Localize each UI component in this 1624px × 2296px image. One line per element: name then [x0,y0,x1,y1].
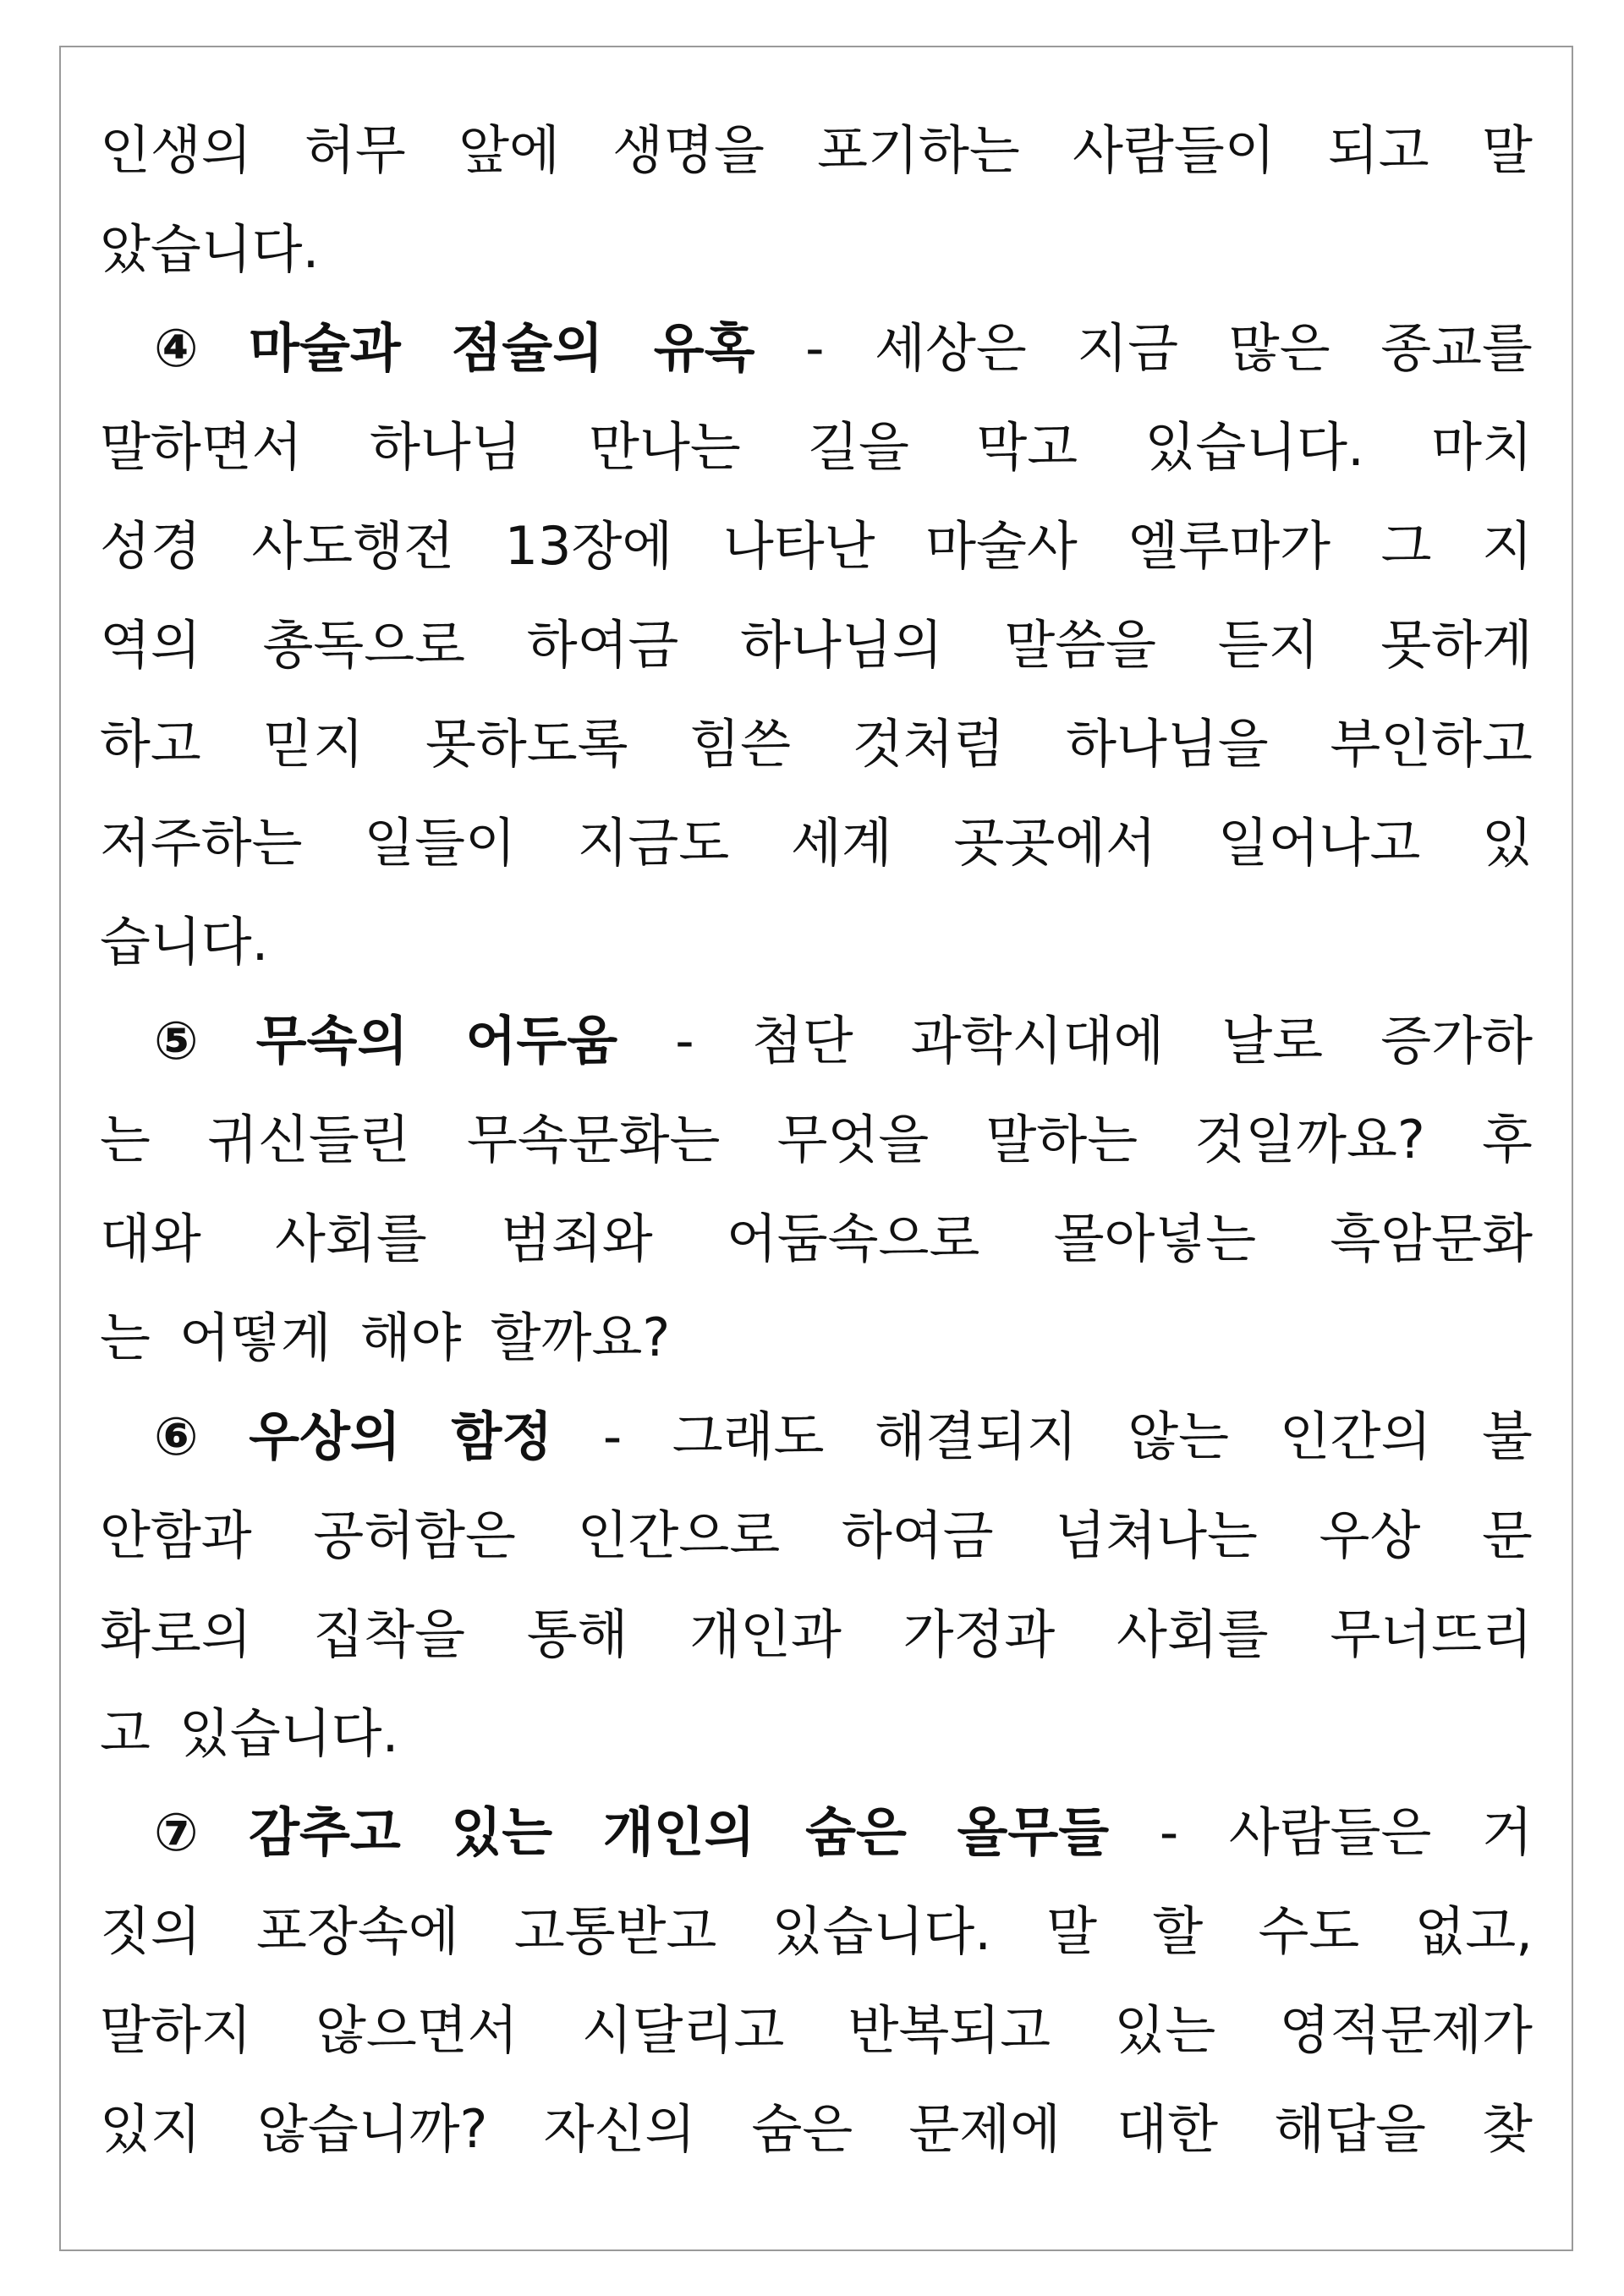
text-word: 길을 [808,416,909,478]
text-word: 문제에 [908,2098,1062,2160]
text-word: 거 [1481,1801,1533,1863]
text-word: 할까요? [490,1307,671,1368]
bold-heading-word: ④ [154,317,199,379]
text-word: 말씀을 [1004,614,1157,676]
text-word: 반복되고 [848,1999,1051,2061]
text-word: 듣지 [1217,614,1320,676]
text-word: 지 [1482,515,1533,577]
text-word: 집착을 [313,1603,466,1665]
text-word: 시달리고 [581,1999,785,2061]
text-word: 종교를 [1380,317,1533,379]
text-line [100,1661,1533,1764]
text-word: 고통받고 [513,1900,717,1962]
text-word: - [602,1406,623,1467]
bold-heading-word: 숨은 [805,1801,907,1863]
text-word: 과학시대에 [910,1010,1165,1071]
text-word: 곳곳에서 [953,812,1157,874]
text-word: 날로 [1221,1010,1324,1071]
text-word: 수도 [1258,1900,1360,1962]
text-word: 총독으로 [262,614,466,676]
text-word: 있지 [100,2098,201,2160]
text-word: 허무 [304,119,406,181]
text-word: 몰아넣는 [1053,1208,1257,1269]
text-line [100,1958,1533,2061]
text-word: 사람들이 [1073,119,1276,181]
text-line [100,2057,1533,2160]
text-word: 그 [1380,515,1432,577]
text-word: 마술사 [925,515,1078,577]
text-word: - [805,317,825,379]
text-word: 세상은 [875,317,1027,379]
text-word: 는 [100,1109,151,1170]
text-word: 생명을 [612,119,765,181]
text-word: 해야 [359,1307,462,1368]
text-word: 앞에 [458,119,560,181]
text-word: 았습니다. [100,218,320,280]
text-word: 해결되지 [875,1406,1078,1467]
text-word: 사도행전 [251,515,454,577]
text-word: 고 [100,1702,151,1764]
text-word: 자신의 [543,2098,696,2160]
text-word: 하나님의 [740,614,943,676]
text-word: 안함과 [100,1504,252,1566]
text-word: 있습니다. [1144,416,1364,478]
text-word: 하여금 [841,1504,994,1566]
bold-heading-word: 개인의 [602,1801,755,1863]
text-word: 믿지 [262,713,365,775]
bold-heading-word: 유혹 [653,317,755,379]
text-word: 대한 [1116,2098,1219,2160]
bold-heading-word: 우상의 [249,1406,401,1467]
text-line [100,1463,1533,1566]
text-word: 무너뜨리 [1330,1603,1533,1665]
text-word: 어떻게 [179,1307,332,1368]
text-word: 나타난 [722,515,875,577]
text-word: 있습니다. [771,1900,991,1962]
text-line [100,573,1533,676]
text-word: 넘쳐나는 [1055,1504,1258,1566]
text-word: 못하게 [1380,614,1533,676]
text-word: 않습니까? [256,2098,488,2160]
text-word: 마치 [1431,416,1533,478]
text-word: 는 [100,1307,151,1368]
text-line [100,78,1533,181]
text-word: 찾 [1482,2098,1533,2160]
text-line [100,1859,1533,1962]
text-word: 말 [1482,119,1533,181]
text-line [100,375,1533,478]
text-line [100,968,1533,1071]
text-word: 하고 [100,713,201,775]
text-word: 할 [1152,1900,1204,1962]
text-word: 것일까요? [1194,1109,1425,1170]
text-word: 있습니다. [179,1702,399,1764]
text-word: 13장에 [504,515,673,577]
text-word: 인생의 [100,119,252,181]
text-word: 첨단 [751,1010,853,1071]
text-line [100,1067,1533,1170]
document-body [100,78,1533,2160]
text-word: 불 [1481,1406,1533,1467]
text-word: 후 [1482,1109,1533,1170]
text-word: 포장속에 [256,1900,459,1962]
text-word: 흑암문화 [1330,1208,1533,1269]
bold-heading-word: 점술의 [451,317,604,379]
text-word: 세계 [791,812,892,874]
text-word: 증가하 [1380,1010,1533,1071]
text-line [100,1562,1533,1665]
text-word: 무엇을 [776,1109,930,1170]
text-word: 개인과 [689,1603,842,1665]
text-word: 숨은 [751,2098,853,2160]
bold-heading-word: 마술과 [249,317,401,379]
text-word: 말하지 [100,1999,252,2061]
text-word: 말하면서 [100,416,303,478]
text-word: 많은 [1228,317,1330,379]
text-line [100,671,1533,775]
text-word: 것처럼 [852,713,1005,775]
text-word: 있는 [1114,1999,1216,2061]
text-word: 말하는 [985,1109,1138,1170]
text-word: 하나님을 [1066,713,1269,775]
text-word: 인간으로 [577,1504,781,1566]
bold-heading-word: ⑦ [154,1801,199,1863]
text-line [100,1265,1533,1368]
text-word: 있 [1482,812,1533,874]
bold-heading-word: 올무들 [957,1801,1110,1863]
text-word: 영적문제가 [1279,1999,1533,2061]
text-word: 하여금 [526,614,679,676]
text-word: 사회를 [1116,1603,1269,1665]
text-line [100,276,1533,379]
text-word: 없고, [1414,1900,1533,1962]
text-word: 힘쓴 [689,713,792,775]
text-line [100,869,1533,973]
text-word: 지금 [1077,317,1179,379]
text-line [100,770,1533,874]
text-word: 만나는 [589,416,741,478]
bold-heading-word: 어두움 [465,1010,618,1071]
text-line [100,1760,1533,1863]
text-word: 못하도록 [425,713,628,775]
text-word: 부인하고 [1330,713,1533,775]
text-word: 습니다. [100,911,269,973]
text-word: 사람들은 [1228,1801,1432,1863]
text-word: 역의 [100,614,201,676]
text-word: 저주하는 [100,812,303,874]
text-word: 인간의 [1279,1406,1432,1467]
text-word: 문 [1482,1504,1533,1566]
text-word: 무속문화는 [466,1109,721,1170]
text-word: 지금도 [577,812,730,874]
bold-heading-word: ⑤ [154,1010,199,1071]
text-word: 공허함은 [313,1504,516,1566]
text-word: 가정과 [903,1603,1056,1665]
bold-heading-word: ⑥ [154,1406,199,1467]
text-word: 어둠속으로 [726,1208,980,1269]
text-word: 말 [1046,1900,1098,1962]
text-word: 포기하는 [817,119,1020,181]
text-word: 일들이 [364,812,516,874]
text-word: - [1159,1801,1179,1863]
bold-heading-word: 있는 [451,1801,553,1863]
text-word: 귀신들린 [207,1109,410,1170]
text-word: 통해 [526,1603,628,1665]
text-line [100,474,1533,577]
text-word: 않으면서 [315,1999,518,2061]
text-word: 일어나고 [1217,812,1421,874]
text-line [100,1166,1533,1269]
text-word: - [675,1010,694,1071]
text-word: 사회를 [275,1208,427,1269]
text-line [100,1364,1533,1467]
text-word: 우상 [1319,1504,1421,1566]
text-word: 성경 [100,515,201,577]
text-word: 막고 [976,416,1078,478]
text-word: 그래도 [672,1406,825,1467]
text-word: 되고 [1327,119,1429,181]
bold-heading-word: 감추고 [249,1801,401,1863]
bold-heading-word: 함정 [451,1406,553,1467]
text-word: 짓의 [100,1900,201,1962]
text-word: 않는 [1127,1406,1230,1467]
bold-heading-word: 무속의 [255,1010,409,1071]
text-word: 해답을 [1274,2098,1426,2160]
text-word: 엘루마가 [1127,515,1330,577]
text-word: 범죄와 [500,1208,653,1269]
text-word: 화로의 [100,1603,252,1665]
text-word: 하나님 [369,416,522,478]
text-line [100,177,1533,280]
text-word: 대와 [100,1208,201,1269]
